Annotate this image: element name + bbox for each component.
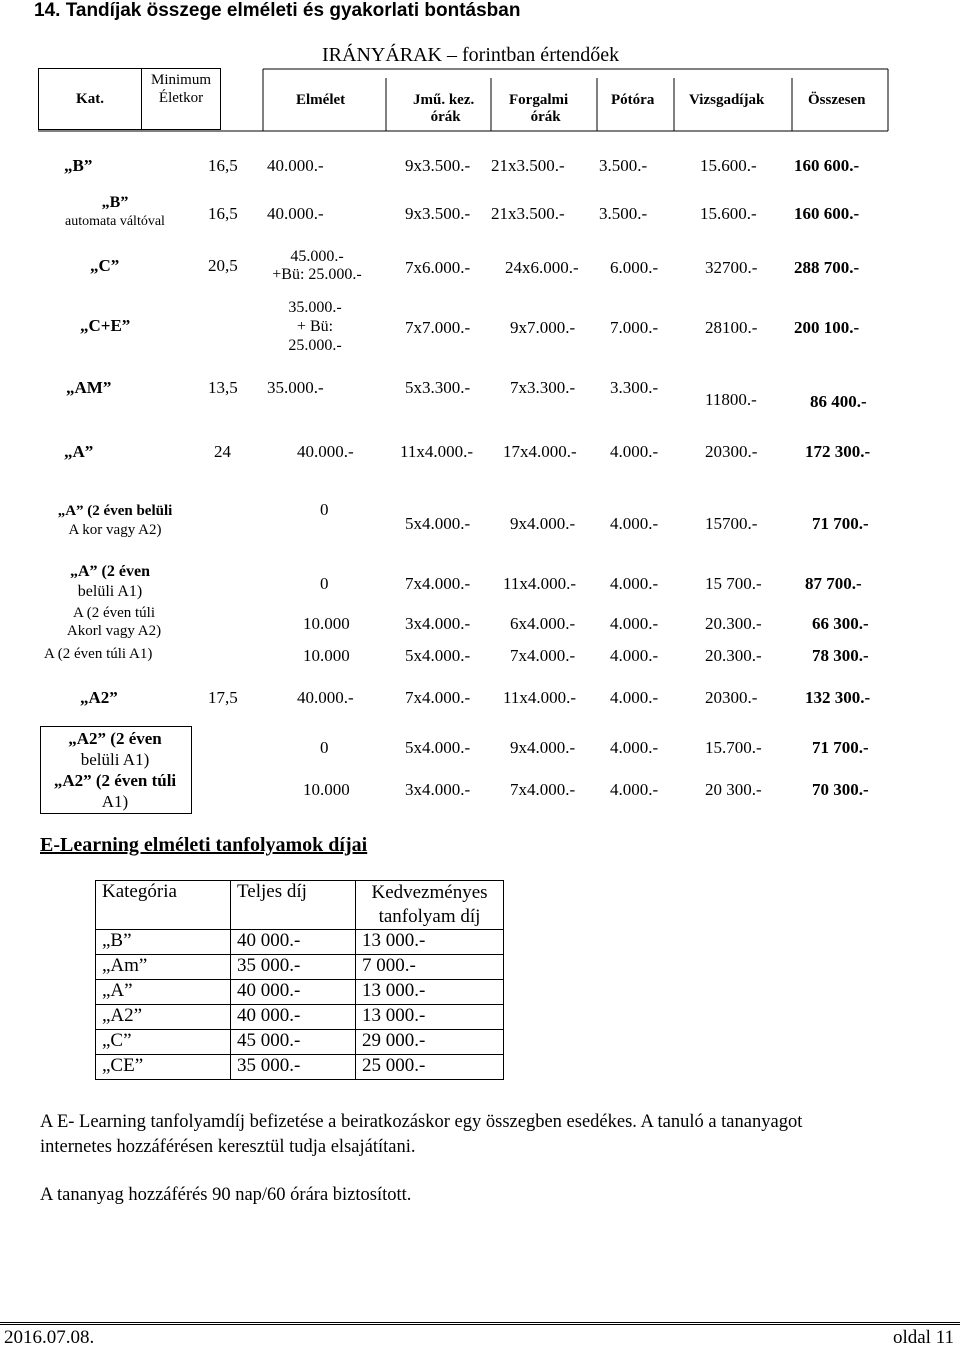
col-min-age: Minimum Életkor — [142, 69, 221, 130]
cell-forg: 17x4.000.- — [503, 442, 577, 461]
cell-jmu: 7x4.000.- — [405, 574, 471, 593]
cell-forg: 9x7.000.- — [510, 318, 576, 337]
col-jmu: Jmű. kez. órák — [413, 92, 475, 125]
cell-total: 71 700.- — [812, 514, 869, 533]
elearning-title: E-Learning elméleti tanfolyamok díjai — [40, 834, 368, 856]
cell-forg: 7x4.000.- — [510, 780, 576, 799]
col-kat: Kat. — [39, 69, 142, 130]
cell-potora: 4.000.- — [610, 688, 659, 707]
cell-jmu: 3x4.000.- — [405, 780, 471, 799]
cell-potora: 6.000.- — [610, 258, 659, 277]
cell-potora: 4.000.- — [610, 614, 659, 633]
table-row: „C” 45 000.- 29 000.- — [96, 1030, 504, 1055]
cell-theory: 0 — [320, 574, 329, 593]
table-row: „A” — [64, 442, 94, 461]
irany-title: IRÁNYÁRAK – forintban értendőek — [322, 44, 620, 66]
cell-vizsga: 20300.- — [705, 442, 758, 461]
cell-age: 16,5 — [208, 204, 238, 223]
table-row: „A2” (2 éven belüli A1) — [68, 729, 162, 769]
cell-total: 200 100.- — [794, 318, 860, 337]
cell-potora: 4.000.- — [610, 780, 659, 799]
cell-theory: 0 — [320, 738, 329, 757]
cell-potora: 3.500.- — [599, 204, 648, 223]
cell-vizsga: 28100.- — [705, 318, 758, 337]
cell-vizsga: 20300.- — [705, 688, 758, 707]
cell-forg: 11x4.000.- — [503, 688, 577, 707]
cell-total: 87 700.- — [805, 574, 862, 593]
cell-forg: 9x4.000.- — [510, 738, 576, 757]
cell-theory: 10.000 — [303, 780, 350, 799]
paragraph-1b: internetes hozzáférésen keresztül tudja elsajátítani. — [40, 1137, 416, 1157]
cell-vizsga: 20.300.- — [705, 646, 762, 665]
cell-age: 20,5 — [208, 256, 238, 275]
table-row: „B” automata váltóval — [65, 194, 165, 229]
table-row: „C+E” — [80, 316, 131, 335]
cell-forg: 7x3.300.- — [510, 378, 576, 397]
cell-vizsga: 15.600.- — [700, 156, 757, 175]
cell-total: 78 300.- — [812, 646, 869, 665]
cell-theory: 35.000.- — [267, 378, 324, 397]
cell-potora: 3.500.- — [599, 156, 648, 175]
table-row: „A” 40 000.- 13 000.- — [96, 980, 504, 1005]
cell-potora: 4.000.- — [610, 738, 659, 757]
footer-page: oldal 11 — [892, 1327, 954, 1348]
col-forgalmi: Forgalmi órák — [509, 92, 569, 125]
table-row: „A” (2 éven belüli A1) — [70, 563, 150, 600]
cell-theory: 0 — [320, 500, 329, 519]
page-heading: 14. Tandíjak összege elméleti és gyakorlati bontásban — [34, 0, 521, 21]
cell-theory: 10.000 — [303, 614, 350, 633]
cell-theory: 10.000 — [303, 646, 350, 665]
table-row: „C” — [90, 256, 120, 275]
cell-jmu: 5x4.000.- — [405, 646, 471, 665]
el-col-teljes: Teljes díj — [231, 881, 356, 930]
cell-total: 86 400.- — [810, 392, 867, 411]
cell-jmu: 7x4.000.- — [405, 688, 471, 707]
cell-vizsga: 15700.- — [705, 514, 758, 533]
cell-vizsga: 20 300.- — [705, 780, 762, 799]
el-col-kedvezmeny: Kedvezményes tanfolyam díj — [356, 881, 504, 930]
table-row: „A2” — [80, 688, 118, 707]
cell-theory: 40.000.- — [297, 688, 354, 707]
cell-forg: 6x4.000.- — [510, 614, 576, 633]
cell-vizsga: 15.600.- — [700, 204, 757, 223]
cell-potora: 4.000.- — [610, 574, 659, 593]
col-vizsga: Vizsgadíjak — [689, 92, 765, 108]
cell-total: 66 300.- — [812, 614, 869, 633]
footer-date: 2016.07.08. — [4, 1327, 95, 1348]
table-row: „AM” — [66, 378, 112, 397]
cell-theory: 40.000.- — [267, 156, 324, 175]
cell-total: 132 300.- — [805, 688, 871, 707]
col-elmelet: Elmélet — [296, 92, 346, 108]
cell-vizsga: 15.700.- — [705, 738, 762, 757]
cell-forg: 21x3.500.- — [491, 156, 565, 175]
cell-vizsga: 20.300.- — [705, 614, 762, 633]
cell-forg: 7x4.000.- — [510, 646, 576, 665]
cell-total: 71 700.- — [812, 738, 869, 757]
cell-jmu: 7x6.000.- — [405, 258, 471, 277]
cell-forg: 11x4.000.- — [503, 574, 577, 593]
cell-jmu: 11x4.000.- — [400, 442, 474, 461]
cell-theory: 45.000.- +Bü: 25.000.- — [272, 248, 362, 283]
cell-theory: 40.000.- — [267, 204, 324, 223]
table-row: „B” — [64, 156, 93, 175]
table-row: „Am” 35 000.- 7 000.- — [96, 955, 504, 980]
cell-jmu: 9x3.500.- — [405, 156, 471, 175]
cell-jmu: 5x3.300.- — [405, 378, 471, 397]
cell-age: 16,5 — [208, 156, 238, 175]
footer-divider — [0, 1322, 960, 1325]
cell-total: 160 600.- — [794, 156, 860, 175]
elearning-table — [95, 880, 504, 1080]
cell-age: 24 — [214, 442, 231, 461]
table-row: „A2” (2 éven túli A1) — [53, 771, 177, 811]
cell-potora: 4.000.- — [610, 646, 659, 665]
cell-total: 288 700.- — [794, 258, 860, 277]
cell-jmu: 9x3.500.- — [405, 204, 471, 223]
cell-vizsga: 32700.- — [705, 258, 758, 277]
cell-forg: 9x4.000.- — [510, 514, 576, 533]
cell-total: 160 600.- — [794, 204, 860, 223]
cell-forg: 24x6.000.- — [505, 258, 579, 277]
cell-total: 172 300.- — [805, 442, 871, 461]
table-row: „B” 40 000.- 13 000.- — [96, 930, 504, 955]
cell-vizsga: 15 700.- — [705, 574, 762, 593]
cell-potora: 3.300.- — [610, 378, 659, 397]
paragraph-2: A tananyag hozzáférés 90 nap/60 órára biztosított. — [40, 1185, 412, 1205]
col-potora: Pótóra — [611, 92, 655, 108]
table-row: „A2” 40 000.- 13 000.- — [96, 1005, 504, 1030]
cell-jmu: 5x4.000.- — [405, 738, 471, 757]
table-row: „A” (2 éven belüli A kor vagy A2) — [57, 503, 173, 538]
cell-potora: 7.000.- — [610, 318, 659, 337]
cell-jmu: 3x4.000.- — [405, 614, 471, 633]
cell-age: 17,5 — [208, 688, 238, 707]
table-row: „CE” 35 000.- 25 000.- — [96, 1055, 504, 1080]
table-row: A (2 éven túli A1) — [44, 646, 153, 662]
cell-potora: 4.000.- — [610, 442, 659, 461]
header-lines — [0, 0, 960, 140]
el-col-kategoria: Kategória — [96, 881, 231, 930]
table-row: A (2 éven túli Akorl vagy A2) — [66, 605, 162, 639]
cell-jmu: 5x4.000.- — [405, 514, 471, 533]
cell-age: 13,5 — [208, 378, 238, 397]
cell-theory: 40.000.- — [297, 442, 354, 461]
paragraph-1a: A E- Learning tanfolyamdíj befizetése a beiratkozáskor egy összegben esedékes. A tanuló a tananyagot — [40, 1112, 803, 1132]
cell-forg: 21x3.500.- — [491, 204, 565, 223]
cell-vizsga: 11800.- — [705, 390, 757, 409]
col-osszesen: Összesen — [808, 92, 866, 108]
cell-theory: 35.000.- + Bü: 25.000.- — [288, 299, 342, 354]
cell-potora: 4.000.- — [610, 514, 659, 533]
cell-total: 70 300.- — [812, 780, 869, 799]
cell-jmu: 7x7.000.- — [405, 318, 471, 337]
